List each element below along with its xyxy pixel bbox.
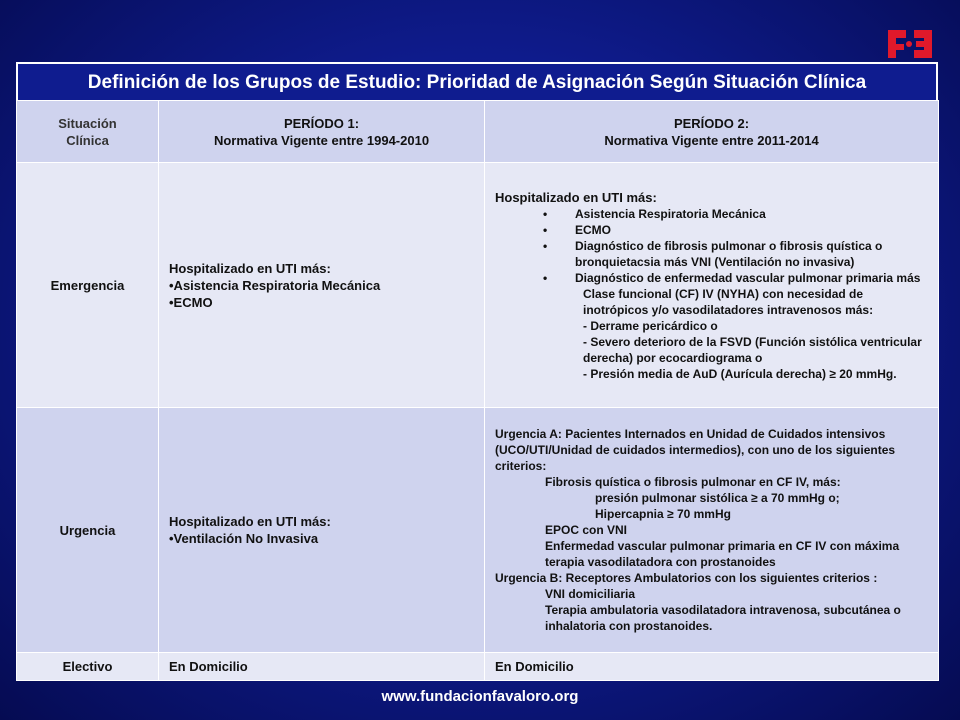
urgencia-periodo-1: Hospitalizado en UTI más: •Ventilación No Invasiva — [159, 408, 485, 653]
list-item: • Diagnóstico de fibrosis pulmonar o fibrosis quística o bronquietacsia más VNI (Ventilación no invasiva) — [495, 238, 930, 270]
table-row-urgencia — [17, 408, 939, 653]
list-item: • Diagnóstico de enfermedad vascular pulmonar primaria más — [495, 270, 930, 286]
footer-url[interactable]: www.fundacionfavaloro.org — [381, 688, 579, 705]
study-groups-table — [16, 100, 939, 681]
content-panel — [16, 62, 938, 678]
list-item: • ECMO — [495, 222, 930, 238]
row-label-urgencia: Urgencia — [17, 408, 159, 653]
electivo-periodo-1: En Domicilio — [159, 653, 485, 681]
table-row-electivo — [17, 653, 939, 681]
fundacion-favaloro-logo-icon — [880, 24, 940, 64]
table-row-emergencia — [17, 163, 939, 408]
page-title: Definición de los Grupos de Estudio: Prioridad de Asignación Según Situación Clínica — [16, 62, 938, 100]
header-situacion: Situación Clínica — [17, 101, 159, 163]
table-header-row — [17, 101, 939, 163]
emergencia-periodo-2: Hospitalizado en UTI más: • Asistencia Respiratoria Mecánica • ECMO • Diagnóstico de fibrosis pulmonar o fibrosis quística o bronquietacsia más VNI (Ventilación no invasiva) • Diagnóstico de enfermedad vascular pulmonar primaria más Clase funcional (CF) IV (NYHA) con necesidad de inotrópicos y/o vasodilatadores intravenosos más: - Derrame pericárdico o - Severo deterioro de la FSVD (Función sistólica ventricular derecha) por ecocardiograma o - Presión media de AuD (Aurícula derecha) ≥ 20 mmHg. — [485, 163, 939, 408]
emergencia-periodo-1: Hospitalizado en UTI más: •Asistencia Respiratoria Mecánica •ECMO — [159, 163, 485, 408]
urgencia-periodo-2: Urgencia A: Pacientes Internados en Unidad de Cuidados intensivos (UCO/UTI/Unidad de cuidados intermedios), con uno de los siguientes criterios: Fibrosis quística o fibrosis pulmonar en CF IV, más: presión pulmonar sistólica ≥ a 70 mmHg o; Hipercapnia ≥ 70 mmHg EPOC con VNI Enfermedad vascular pulmonar primaria en CF IV con máxima terapia vasodilatadora con prostanoides Urgencia B: Receptores Ambulatorios con los siguientes criterios : VNI domiciliaria Terapia ambulatoria vasodilatadora intravenosa, subcutánea o inhalatoria con prostanoides. — [485, 408, 939, 653]
header-periodo-2: PERÍODO 2: Normativa Vigente entre 2011-2014 — [485, 101, 939, 163]
electivo-periodo-2: En Domicilio — [485, 653, 939, 681]
header-periodo-1: PERÍODO 1: Normativa Vigente entre 1994-2010 — [159, 101, 485, 163]
row-label-electivo: Electivo — [17, 653, 159, 681]
list-item: • Asistencia Respiratoria Mecánica — [495, 206, 930, 222]
row-label-emergencia: Emergencia — [17, 163, 159, 408]
